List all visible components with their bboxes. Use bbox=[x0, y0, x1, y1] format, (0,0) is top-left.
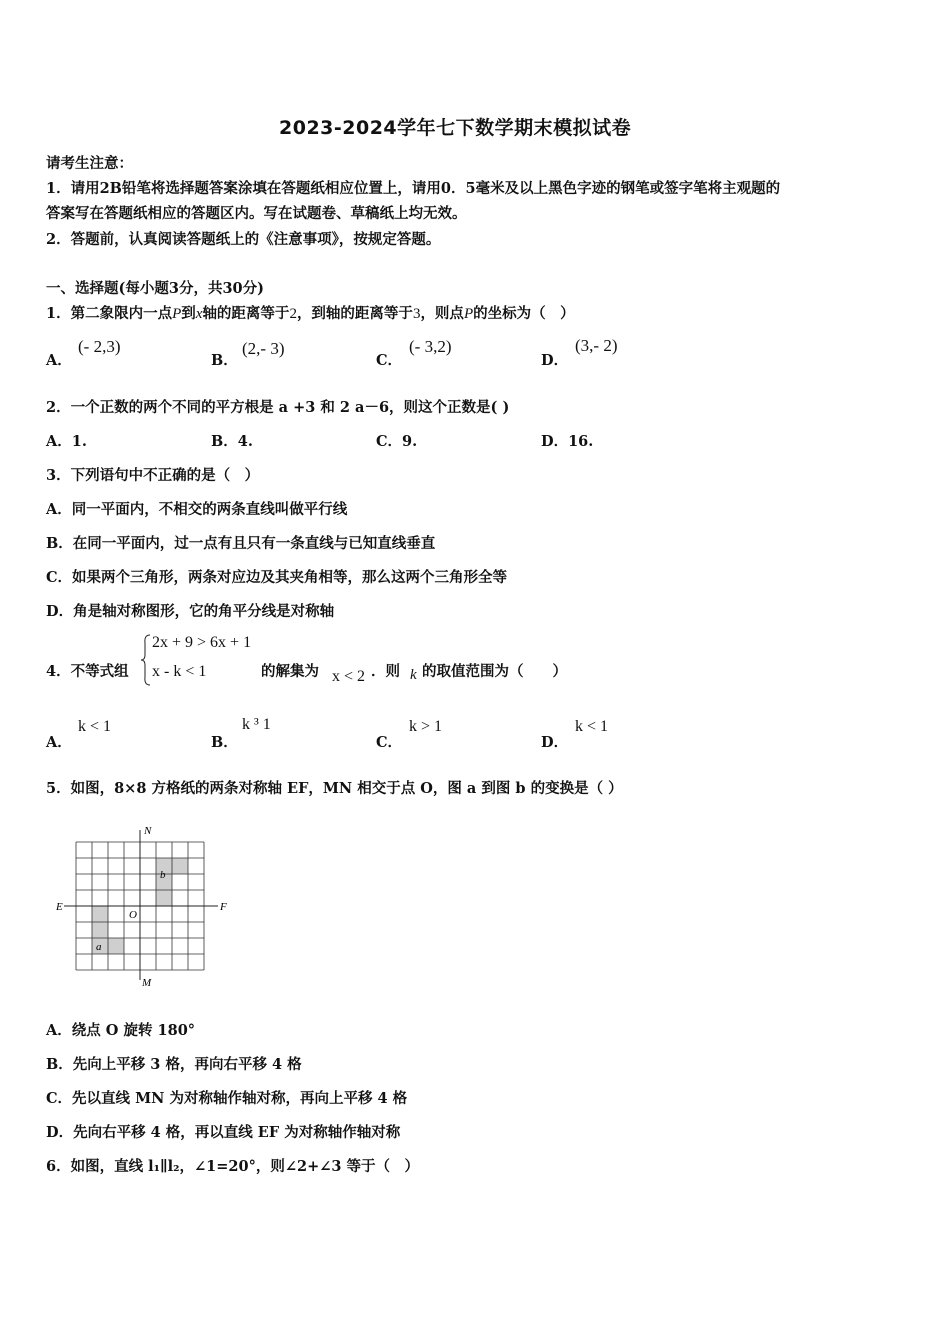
q1-option-a-value: (- 2,3) bbox=[78, 337, 121, 356]
q2-option-c[interactable]: C．9. bbox=[376, 433, 418, 450]
q1-option-c-label[interactable]: C． bbox=[376, 352, 403, 369]
notice-line-1b: 答案写在答题纸相应的答题区内。写在试题卷、草稿纸上均无效。 bbox=[46, 205, 467, 222]
system-equation-1: 2x + 9 > 6x + 1 bbox=[152, 634, 252, 651]
q3-option-d[interactable]: D．角是轴对称图形，它的角平分线是对称轴 bbox=[46, 603, 335, 620]
q4-option-a-label[interactable]: A． bbox=[46, 734, 72, 751]
label-f: F bbox=[220, 901, 227, 913]
notice-heading: 请考生注意： bbox=[46, 155, 133, 172]
q4-option-c-label[interactable]: C． bbox=[376, 734, 403, 751]
q5-option-c[interactable]: C．先以直线 MN 为对称轴作轴对称，再向上平移 4 格 bbox=[46, 1090, 408, 1107]
question-4-prefix: 4．不等式组 bbox=[46, 663, 129, 680]
q4-option-b-value: k ³ 1 bbox=[242, 716, 271, 733]
label-e: E bbox=[56, 901, 63, 913]
section-heading: 一、选择题(每小题3分，共30分) bbox=[46, 280, 264, 297]
system-brace bbox=[140, 633, 152, 687]
page-title: 2023-2024学年七下数学期末模拟试卷 bbox=[279, 117, 632, 139]
label-m: M bbox=[142, 977, 152, 989]
q1-option-b-value: (2,- 3) bbox=[242, 339, 285, 358]
question-4-solution: x < 2 bbox=[332, 668, 366, 685]
q5-option-a[interactable]: A．绕点 O 旋转 180° bbox=[46, 1022, 196, 1039]
q2-option-d[interactable]: D．16. bbox=[541, 433, 594, 450]
question-4-text-3: 的取值范围为（ ） bbox=[422, 663, 567, 680]
q1-option-d-value: (3,- 2) bbox=[575, 336, 618, 355]
question-1-stem: 1．第二象限内一点P到x轴的距离等于2，到轴的距离等于3，则点P的坐标为（ ） bbox=[46, 305, 575, 322]
question-4-k: k bbox=[410, 667, 417, 683]
label-o: O bbox=[129, 909, 137, 921]
q4-option-d-value: k < 1 bbox=[575, 718, 609, 735]
question-4-text-1: 的解集为 bbox=[261, 663, 319, 680]
question-2-stem: 2．一个正数的两个不同的平方根是 a +3 和 2 a－6，则这个正数是( ) bbox=[46, 399, 510, 416]
q5-option-b[interactable]: B．先向上平移 3 格，再向右平移 4 格 bbox=[46, 1056, 302, 1073]
notice-line-2: 2．答题前，认真阅读答题纸上的《注意事项》，按规定答题。 bbox=[46, 231, 441, 248]
q2-option-a[interactable]: A．1. bbox=[46, 433, 87, 450]
label-n: N bbox=[144, 825, 152, 837]
q4-option-c-value: k > 1 bbox=[409, 718, 443, 735]
question-3-stem: 3．下列语句中不正确的是（ ） bbox=[46, 467, 260, 484]
question-4-text-2: ．则 bbox=[371, 663, 400, 680]
question-6-stem: 6．如图，直线 l₁∥l₂，∠1=20°，则∠2+∠3 等于（ ） bbox=[46, 1158, 420, 1175]
notice-line-1a: 1．请用2B铅笔将选择题答案涂填在答题纸相应位置上，请用0．5毫米及以上黑色字迹的钢笔或签字笔将主观题的 bbox=[46, 180, 781, 197]
q1-option-b-label[interactable]: B． bbox=[211, 352, 238, 369]
q4-option-b-label[interactable]: B． bbox=[211, 734, 238, 751]
question-5-stem: 5．如图，8×8 方格纸的两条对称轴 EF，MN 相交于点 O，图 a 到图 b 的变换是（ ） bbox=[46, 780, 623, 797]
q2-option-b[interactable]: B．4. bbox=[211, 433, 253, 450]
label-a: a bbox=[96, 941, 102, 953]
label-b: b bbox=[160, 869, 166, 881]
q3-option-c[interactable]: C．如果两个三角形，两条对应边及其夹角相等，那么这两个三角形全等 bbox=[46, 569, 508, 586]
q5-option-d[interactable]: D．先向右平移 4 格，再以直线 EF 为对称轴作轴对称 bbox=[46, 1124, 401, 1141]
q4-option-a-value: k < 1 bbox=[78, 718, 112, 735]
grid-figure bbox=[52, 820, 237, 992]
q3-option-a[interactable]: A．同一平面内，不相交的两条直线叫做平行线 bbox=[46, 501, 348, 518]
q3-option-b[interactable]: B．在同一平面内，过一点有且只有一条直线与已知直线垂直 bbox=[46, 535, 436, 552]
q1-option-a-label[interactable]: A． bbox=[46, 352, 72, 369]
q4-option-d-label[interactable]: D． bbox=[541, 734, 569, 751]
q1-option-c-value: (- 3,2) bbox=[409, 337, 452, 356]
q1-option-d-label[interactable]: D． bbox=[541, 352, 569, 369]
system-equation-2: x - k < 1 bbox=[152, 663, 207, 680]
